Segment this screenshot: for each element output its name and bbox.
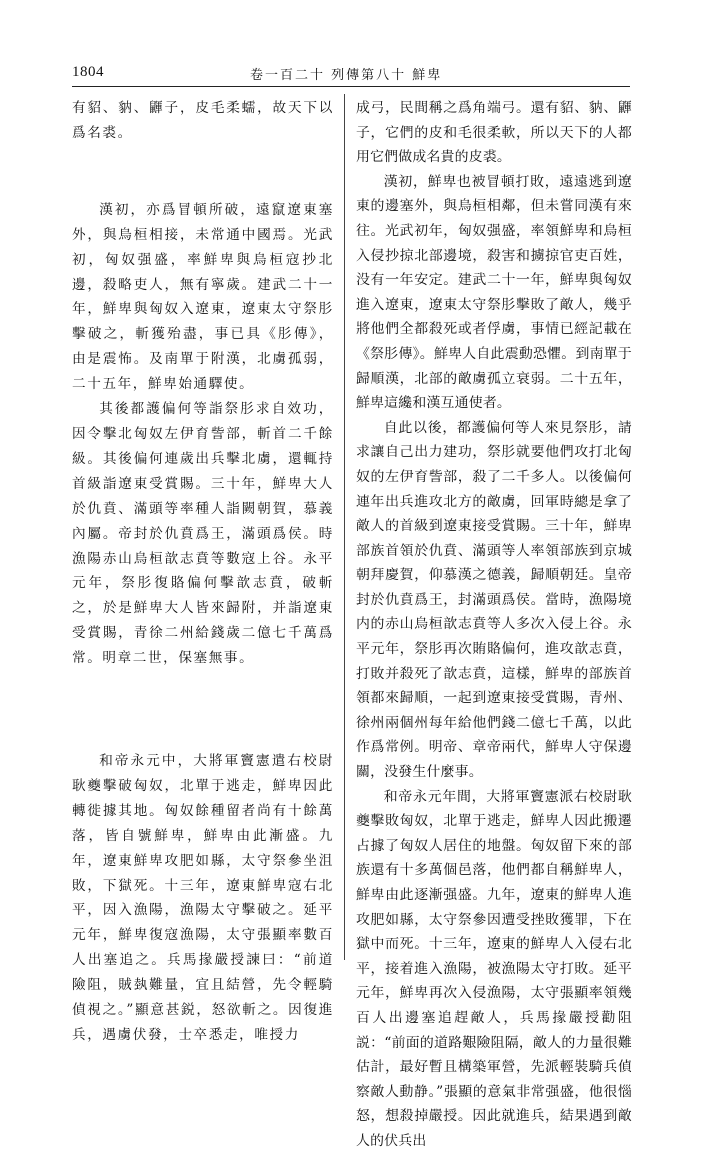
translation-paragraph-4: 和帝永元年間，大將軍竇憲派右校尉耿夔擊敗匈奴，北單于逃走，鮮卑人因此搬遷占據了匈奴人居住的地盤。匈奴留下來的部族還有十多萬個邑落，他們都自稱鮮卑人，鮮卑由此逐漸强盛。九年，遼東的鮮卑人進攻肥如縣，太守祭參因遭受挫敗獲罪，下在獄中而死。十三年，遼東的鮮卑人入侵右北平，接着進入漁陽，被漁陽太守打敗。延平元年，鮮卑再次入侵漁陽，太守張顯率領幾百人出邊塞追趕敵人，兵馬掾嚴授勸阻説：“前面的道路艱險阻隔，敵人的力量很難估計，最好暫且構築軍營，先派輕裝騎兵偵察敵人動静。”張顯的意氣非常强盛，他很惱怒，想殺掉嚴授。因此就進兵，結果遇到敵人的伏兵出 [356, 788, 632, 1149]
classical-paragraph-2: 漢初，亦爲冒頓所破，遠竄遼東塞外，與烏桓相接，未常通中國焉。光武初，匈奴强盛，率鮮卑與烏桓寇抄北邊，殺略吏人，無有寧歲。建武二十一年，鮮卑與匈奴入遼東，遼東太守祭肜擊破之，斬獲殆盡，事已具《肜傳》，由是震怖。及南單于附漢，北虜孤弱，二十五年，鮮卑始通驛使。 [72, 201, 334, 393]
classical-text-column [72, 96, 334, 1048]
translation-paragraph-1: 成弓，民間稱之爲角端弓。還有貂、豽、鼲子，它們的皮和毛很柔軟，所以天下的人都用它們做成名貴的皮裘。 [356, 100, 632, 166]
classical-paragraph-3: 其後都護偏何等詣祭肜求自效功，因令擊北匈奴左伊育訾部，斬首二千餘級。其後偏何連歲出兵擊北虜，還輒持首級詣遼東受賞賜。三十年，鮮卑大人於仇賁、滿頭等率種人詣闕朝賀，慕義內屬。帝封於仇賁爲王，滿頭爲侯。時漁陽赤山烏桓歆志賁等數寇上谷。永平元年，祭肜復賂偏何擊歆志賁，破斬之，於是鮮卑大人皆來歸附，并詣遼東受賞賜，青徐二州給錢歲二億七千萬爲常。明章二世，保塞無事。 [72, 401, 334, 667]
classical-paragraph-4: 和帝永元中，大將軍竇憲遣右校尉耿夔擊破匈奴，北單于逃走，鮮卑因此轉徙據其地。匈奴餘種留者尚有十餘萬落，皆自號鮮卑，鮮卑由此漸盛。九年，遼東鮮卑攻肥如縣，太守祭參坐沮敗，下獄死。十三年，遼東鮮卑寇右北平，因入漁陽，漁陽太守擊破之。延平元年，鮮卑復寇漁陽，太守張顯率數百人出塞追之。兵馬掾嚴授諫曰：“前道險阻，賊埶難量，宜且結營，先令輕騎偵視之。”顯意甚鋭，怒欲斬之。因復進兵，遇虜伏發，士卒悉走，唯授力 [72, 753, 334, 1043]
header-rule [72, 86, 630, 87]
translation-paragraph-2: 漢初，鮮卑也被冒頓打敗，遠遠逃到遼東的邊塞外，與烏桓相鄰，但未嘗同漢有來往。光武初年，匈奴强盛，率領鮮卑和烏桓入侵抄掠北部邊境，殺害和擄掠官吏百姓，没有一年安定。建武二十一年，鮮卑與匈奴進入遼東，遼東太守祭肜擊敗了敵人，幾乎將他們全都殺死或者俘虜，事情已經記載在《祭肜傳》。鮮卑人自此震動恐懼。到南單于歸順漢，北部的敵虜孤立衰弱。二十五年，鮮卑這纔和漢互通使者。 [356, 173, 632, 412]
classical-paragraph-1: 有貂、豽、鼲子，皮毛柔蠕，故天下以爲名裘。 [72, 100, 334, 141]
running-title: 卷一百二十 列傳第八十 鮮卑 [250, 68, 443, 83]
page-header [72, 62, 630, 84]
column-divider [344, 94, 345, 960]
page-number: 1804 [72, 64, 104, 80]
translation-text-column [356, 96, 632, 1154]
translation-paragraph-3: 自此以後，都護偏何等人來見祭肜，請求讓自己出力建功，祭肜就要他們攻打北匈奴的左伊育訾部，殺了二千多人。以後偏何連年出兵進攻北方的敵虜，回軍時總是拿了敵人的首級到遼東接受賞賜。三十年，鮮卑部族首領於仇賁、滿頭等人率領部族到京城朝拜慶賀，仰慕漢之德義，歸順朝廷。皇帝封於仇賁爲王，封滿頭爲侯。當時，漁陽境内的赤山烏桓歆志賁等人多次入侵上谷。永平元年，祭肜再次賄賂偏何，進攻歆志賁，打敗并殺死了歆志賁，這樣，鮮卑的部族首領都來歸順，一起到遼東接受賞賜，青州、徐州兩個州每年給他們錢二億七千萬，以此作爲常例。明帝、章帝兩代，鮮卑人守保邊關，没發生什麼事。 [356, 419, 632, 781]
